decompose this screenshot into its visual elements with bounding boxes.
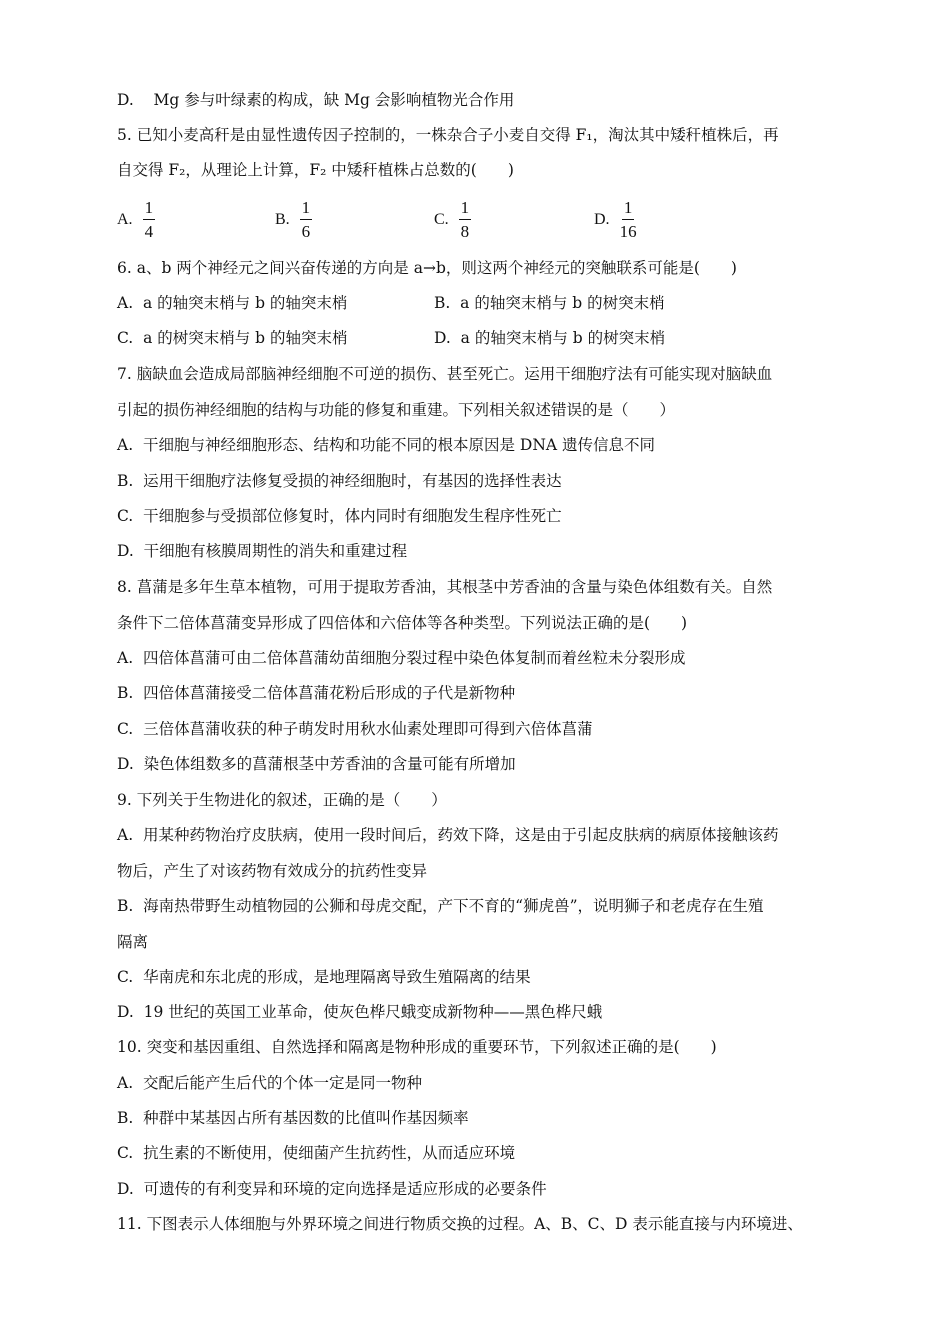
q8-option-b: B. 四倍体菖蒲接受二倍体菖蒲花粉后形成的子代是新物种 xyxy=(117,684,516,702)
numerator: 1 xyxy=(622,198,635,220)
numerator: 1 xyxy=(459,198,472,220)
q7-option-a: A. 干细胞与神经细胞形态、结构和功能不同的根本原因是 DNA 遗传信息不同 xyxy=(117,436,656,454)
q8-stem-line2: 条件下二倍体菖蒲变异形成了四倍体和六倍体等各种类型。下列说法正确的是( ) xyxy=(117,614,688,632)
q5-stem-line2: 自交得 F₂，从理论上计算，F₂ 中矮秆植株占总数的( ) xyxy=(117,161,514,179)
fraction xyxy=(300,198,313,242)
denominator: 6 xyxy=(301,222,311,241)
q4-option-d: D. Mg 参与叶绿素的构成，缺 Mg 会影响植物光合作用 xyxy=(117,91,515,109)
option-label: B. xyxy=(275,211,290,228)
q9-option-d: D. 19 世纪的英国工业革命，使灰色桦尺蛾变成新物种——黑色桦尺蛾 xyxy=(117,1003,603,1021)
q10-stem: 10. 突变和基因重组、自然选择和隔离是物种形成的重要环节，下列叙述正确的是( ) xyxy=(117,1038,717,1056)
q10-option-b: B. 种群中某基因占所有基因数的比值叫作基因频率 xyxy=(117,1109,469,1127)
denominator: 4 xyxy=(144,222,154,241)
numerator: 1 xyxy=(300,198,313,220)
q9-option-a-line1: A. 用某种药物治疗皮肤病，使用一段时间后，药效下降，这是由于引起皮肤病的病原体接触该药 xyxy=(117,826,779,844)
q6-option-d: D. a 的轴突末梢与 b 的树突末梢 xyxy=(434,329,666,347)
q10-option-d: D. 可遗传的有利变异和环境的定向选择是适应形成的必要条件 xyxy=(117,1180,547,1198)
q8-stem-line1: 8. 菖蒲是多年生草本植物，可用于提取芳香油，其根茎中芳香油的含量与染色体组数有关。自然 xyxy=(117,578,773,596)
denominator: 16 xyxy=(619,222,637,241)
q7-stem-line2: 引起的损伤神经细胞的结构与功能的修复和重建。下列相关叙述错误的是（ ） xyxy=(117,401,676,419)
q8-option-d: D. 染色体组数多的菖蒲根茎中芳香油的含量可能有所增加 xyxy=(117,755,516,773)
q6-option-a: A. a 的轴突末梢与 b 的轴突末梢 xyxy=(117,294,348,312)
q9-option-c: C. 华南虎和东北虎的形成，是地理隔离导致生殖隔离的结果 xyxy=(117,968,531,986)
q7-option-d: D. 干细胞有核膜周期性的消失和重建过程 xyxy=(117,542,408,560)
fraction xyxy=(459,198,472,242)
q6-option-c: C. a 的树突末梢与 b 的轴突末梢 xyxy=(117,329,348,347)
q8-option-c: C. 三倍体菖蒲收获的种子萌发时用秋水仙素处理即可得到六倍体菖蒲 xyxy=(117,720,593,738)
option-label: C. xyxy=(434,211,449,228)
option-label: A. xyxy=(117,211,133,228)
fraction xyxy=(143,198,156,242)
q5-option-d xyxy=(594,198,637,242)
q7-option-c: C. 干细胞参与受损部位修复时，体内同时有细胞发生程序性死亡 xyxy=(117,507,562,525)
q5-option-a xyxy=(117,198,155,242)
q9-stem: 9. 下列关于生物进化的叙述，正确的是（ ） xyxy=(117,791,447,809)
q8-option-a: A. 四倍体菖蒲可由二倍体菖蒲幼苗细胞分裂过程中染色体复制而着丝粒未分裂形成 xyxy=(117,649,686,667)
q10-option-a: A. 交配后能产生后代的个体一定是同一物种 xyxy=(117,1074,422,1092)
q5-stem-line1: 5. 已知小麦高秆是由显性遗传因子控制的，一株杂合子小麦自交得 F₁，淘汰其中矮秆植株后，再 xyxy=(117,126,779,144)
fraction xyxy=(620,198,637,242)
q6-stem: 6. a、b 两个神经元之间兴奋传递的方向是 a→b，则这两个神经元的突触联系可能是( ) xyxy=(117,259,737,277)
option-label: D. xyxy=(594,211,610,228)
q7-option-b: B. 运用干细胞疗法修复受损的神经细胞时，有基因的选择性表达 xyxy=(117,472,562,490)
q10-option-c: C. 抗生素的不断使用，使细菌产生抗药性，从而适应环境 xyxy=(117,1144,516,1162)
numerator: 1 xyxy=(143,198,156,220)
q9-option-a-line2: 物后，产生了对该药物有效成分的抗药性变异 xyxy=(117,862,428,880)
q9-option-b-line1: B. 海南热带野生动植物园的公狮和母虎交配，产下不育的“狮虎兽”，说明狮子和老虎存在生殖 xyxy=(117,897,764,915)
denominator: 8 xyxy=(460,222,470,241)
q7-stem-line1: 7. 脑缺血会造成局部脑神经细胞不可逆的损伤、甚至死亡。运用干细胞疗法有可能实现对脑缺血 xyxy=(117,365,773,383)
q6-option-b: B. a 的轴突末梢与 b 的树突末梢 xyxy=(434,294,665,312)
q11-stem-line1: 11. 下图表示人体细胞与外界环境之间进行物质交换的过程。A、B、C、D 表示能直接与内环境进、 xyxy=(117,1215,803,1233)
q9-option-b-line2: 隔离 xyxy=(117,933,149,951)
q5-option-c xyxy=(434,198,471,242)
q5-option-b xyxy=(275,198,312,242)
